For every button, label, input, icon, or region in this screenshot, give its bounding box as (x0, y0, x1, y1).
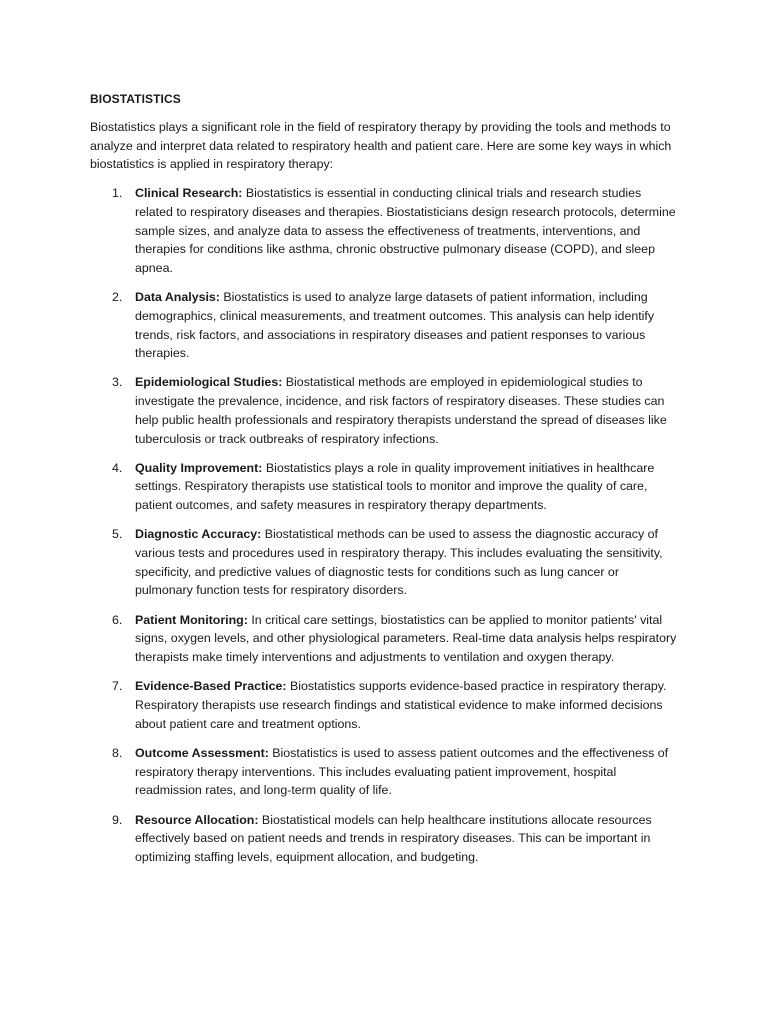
list-item-number: 3. (112, 375, 123, 390)
list-item (90, 677, 680, 733)
list-item-number: 7. (112, 679, 123, 694)
list-item (90, 184, 680, 278)
list-item (90, 744, 680, 800)
list-item-text: Biostatistics supports evidence-based practice in respiratory therapy. Respiratory therapists use research findings and statistical evidence to make informed decisions about patient care and treatment options. (135, 679, 667, 731)
list-item (90, 525, 680, 600)
list-item (90, 611, 680, 667)
list-item-number: 5. (112, 527, 123, 542)
list-item (90, 811, 680, 867)
list-item-term: Clinical Research: (135, 186, 243, 201)
list-item-term: Outcome Assessment: (135, 745, 269, 760)
list-item-term: Data Analysis: (135, 290, 220, 305)
list-item-text: Biostatistical models can help healthcare institutions allocate resources effectively based on patient needs and trends in respiratory diseases. This can be important in optimizing staffing levels, equipment allocation, and budgeting. (135, 812, 652, 864)
list-item-term: Resource Allocation: (135, 812, 259, 827)
list-item-text: Biostatistics is used to analyze large datasets of patient information, including demographics, clinical measurements, and treatment outcomes. This analysis can help identify trends, risk factors, and associations in respiratory diseases and patient responses to various therapies. (135, 290, 655, 361)
list-item-text: Biostatistics plays a role in quality improvement initiatives in healthcare settings. Respiratory therapists use statistical tools to monitor and improve the quality of care, patient outcomes, and safety measures in respiratory therapy departments. (135, 460, 655, 513)
list-item-text: Biostatistical methods can be used to assess the diagnostic accuracy of various tests and procedures used in respiratory therapy. This includes evaluating the sensitivity, specificity, and predictive values of diagnostic tests for conditions such as lung cancer or pulmonary function tests for respiratory disorders. (135, 527, 663, 598)
list-item-number: 6. (112, 612, 123, 627)
list-item-text: Biostatistics is essential in conducting clinical trials and research studies related to respiratory diseases and therapies. Biostatisticians design research protocols, determine sample sizes, and analyze data to assess the effectiveness of treatments, interventions, and therapies for conditions like asthma, chronic obstructive pulmonary disease (COPD), and sleep apnea. (135, 186, 676, 275)
list-item-number: 8. (112, 745, 123, 760)
list-item (90, 459, 680, 515)
list-item-term: Quality Improvement: (135, 460, 263, 475)
list-item-number: 4. (112, 460, 123, 475)
intro-paragraph: Biostatistics plays a significant role in the field of respiratory therapy by providing the tools and methods to analyze and interpret data related to respiratory health and patient care. Here are some key ways in which biostatistics is applied in respiratory therapy: (90, 120, 672, 172)
list-item-term: Evidence-Based Practice: (135, 679, 287, 694)
list-item-term: Diagnostic Accuracy: (135, 527, 262, 542)
list-item-text: Biostatistical methods are employed in epidemiological studies to investigate the prevalence, incidence, and risk factors of respiratory diseases. These studies can help public health professionals and respiratory therapists understand the spread of diseases like tuberculosis or track outbreaks of respiratory infections. (135, 375, 667, 446)
list-item-number: 2. (112, 290, 123, 305)
applications-list (90, 184, 680, 867)
list-item (90, 373, 680, 448)
document-title: BIOSTATISTICS (90, 92, 181, 106)
list-item-text: In critical care settings, biostatistics can be applied to monitor patients' vital signs, oxygen levels, and other physiological parameters. Real-time data analysis helps respiratory therapists make timely interventions and adjustments to ventilation and oxygen therapy. (135, 612, 677, 665)
list-item-text: Biostatistics is used to assess patient outcomes and the effectiveness of respiratory therapy interventions. This includes evaluating patient improvement, hospital readmission rates, and long-term quality of life. (135, 745, 669, 798)
list-item (90, 288, 680, 363)
document-page (90, 92, 680, 877)
list-item-number: 9. (112, 812, 123, 827)
list-item-number: 1. (112, 186, 123, 201)
list-item-term: Epidemiological Studies: (135, 375, 283, 390)
list-item-term: Patient Monitoring: (135, 612, 248, 627)
